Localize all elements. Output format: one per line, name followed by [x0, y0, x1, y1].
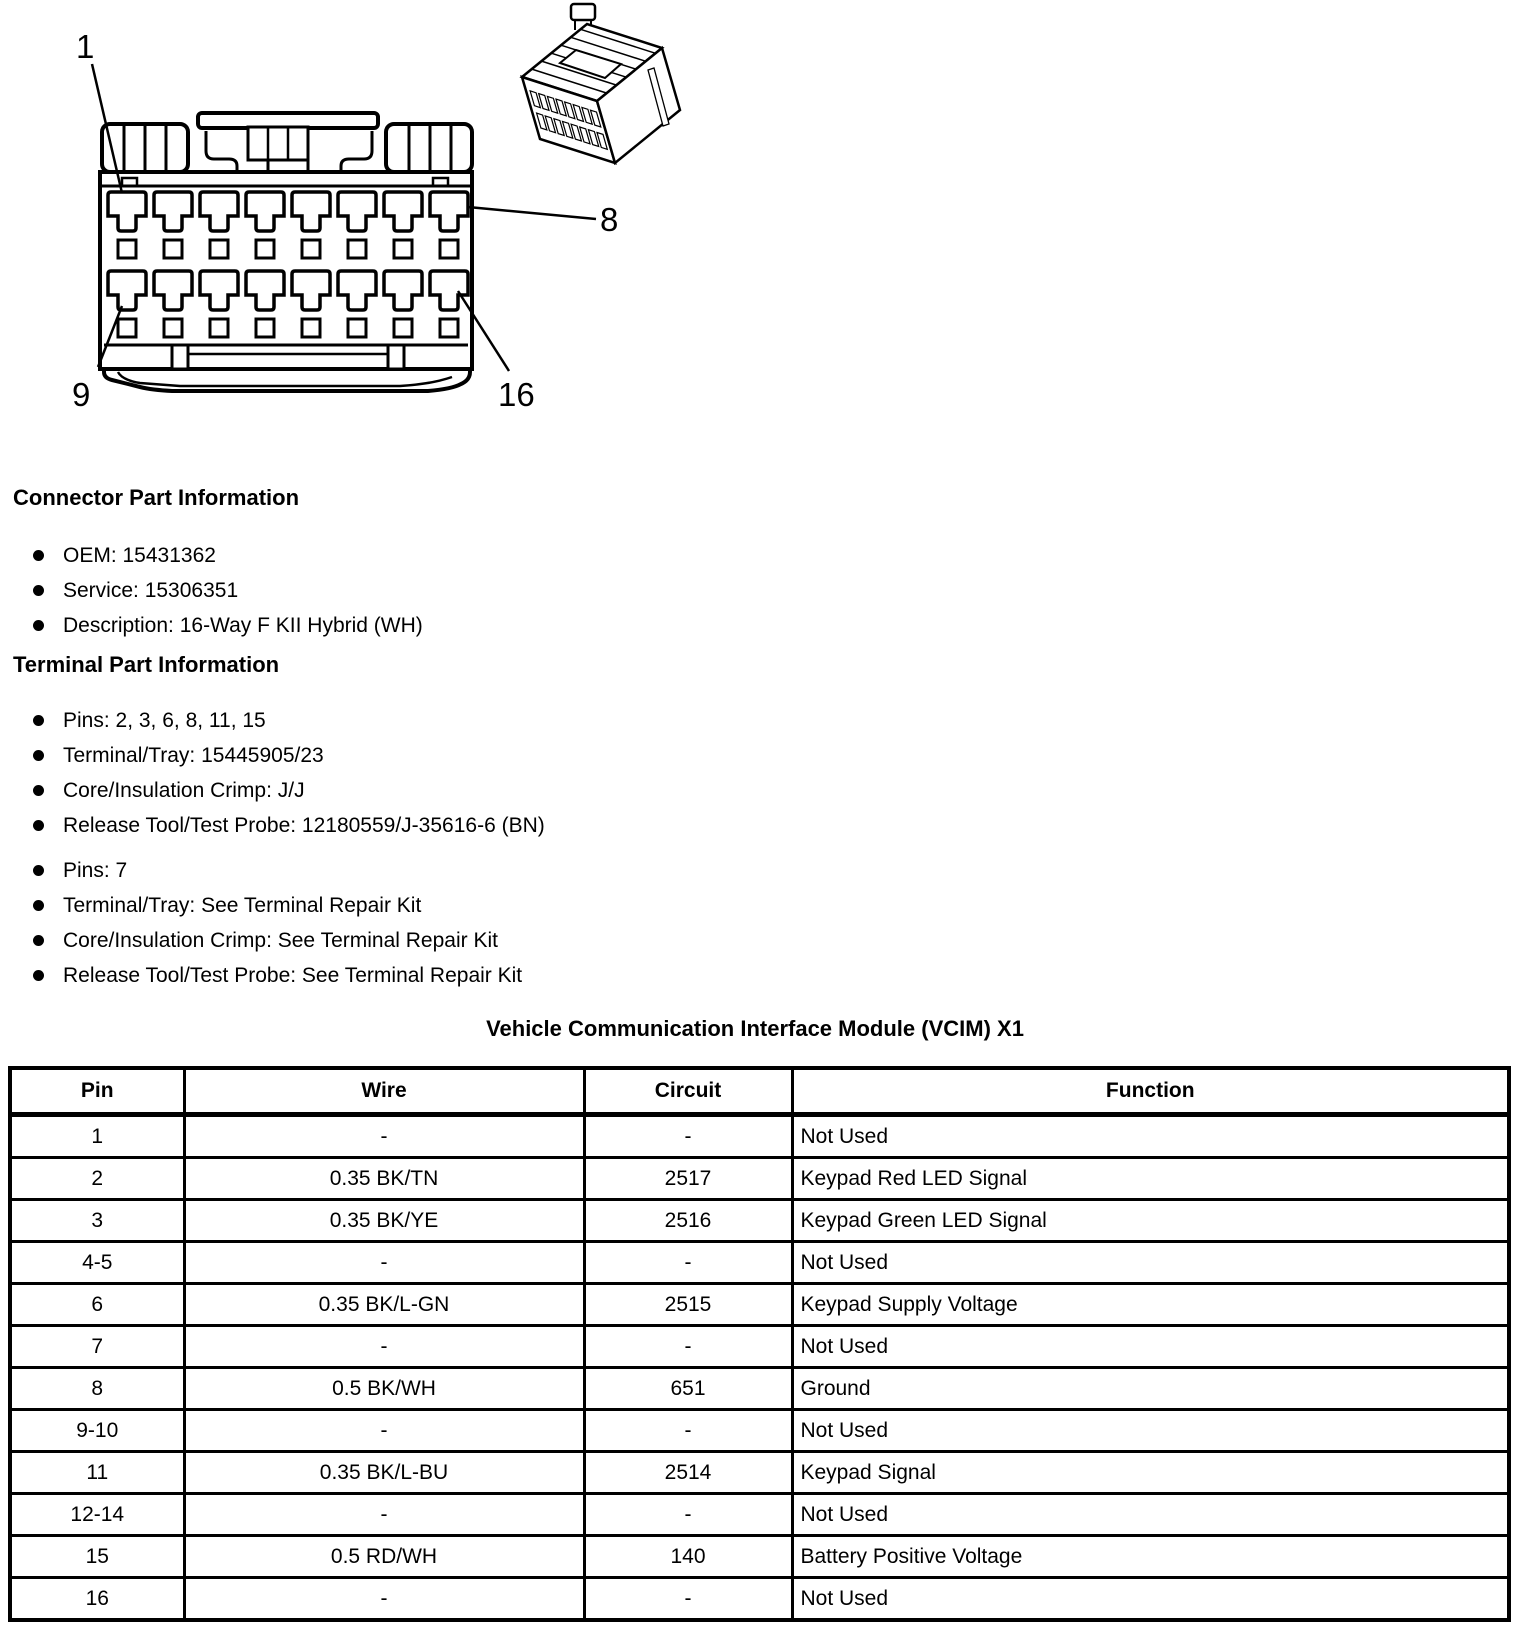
cell-circuit: 140: [584, 1536, 792, 1578]
cell-wire: 0.35 BK/L-BU: [184, 1452, 584, 1494]
list-item-text: Pins: 2, 3, 6, 8, 11, 15: [63, 708, 266, 732]
table-row: [10, 1578, 1509, 1621]
table-row: [10, 1536, 1509, 1578]
cell-wire: -: [184, 1326, 584, 1368]
list-item-text: OEM: 15431362: [63, 543, 216, 567]
pin-label-1: 1: [76, 28, 95, 65]
table-row: [10, 1158, 1509, 1200]
cell-function: Not Used: [792, 1410, 1509, 1452]
bullet-icon: [33, 900, 44, 911]
pin-label-8: 8: [600, 201, 619, 238]
list-item: [33, 538, 423, 573]
cell-wire: -: [184, 1410, 584, 1452]
list-item: [33, 773, 545, 808]
list-item: [33, 608, 423, 643]
table-body: [10, 1115, 1509, 1621]
list-item: [33, 738, 545, 773]
cell-function: Ground: [792, 1368, 1509, 1410]
connector-part-info-heading: Connector Part Information: [13, 485, 300, 510]
pin-label-16: 16: [498, 376, 535, 413]
list-item: [33, 923, 522, 958]
terminal-part-info-list-1: [33, 703, 545, 843]
cell-wire: 0.35 BK/YE: [184, 1200, 584, 1242]
cell-wire: -: [184, 1578, 584, 1621]
cell-circuit: -: [584, 1410, 792, 1452]
list-item-text: Terminal/Tray: 15445905/23: [63, 743, 324, 767]
column-header-wire: Wire: [184, 1068, 584, 1115]
column-header-function: Function: [792, 1068, 1509, 1115]
cell-function: Keypad Green LED Signal: [792, 1200, 1509, 1242]
list-item-text: Pins: 7: [63, 858, 128, 882]
bullet-icon: [33, 785, 44, 796]
cell-circuit: -: [584, 1578, 792, 1621]
connector-diagram: [0, 0, 700, 420]
cell-circuit: -: [584, 1115, 792, 1158]
cell-pin: 8: [10, 1368, 184, 1410]
bullet-icon: [33, 865, 44, 876]
table-row: [10, 1242, 1509, 1284]
cell-circuit: -: [584, 1494, 792, 1536]
bullet-icon: [33, 585, 44, 596]
cell-wire: 0.35 BK/L-GN: [184, 1284, 584, 1326]
cell-pin: 1: [10, 1115, 184, 1158]
table-row: [10, 1494, 1509, 1536]
table-row: [10, 1452, 1509, 1494]
cell-pin: 4-5: [10, 1242, 184, 1284]
cell-function: Not Used: [792, 1326, 1509, 1368]
bullet-icon: [33, 970, 44, 981]
cell-wire: 0.5 RD/WH: [184, 1536, 584, 1578]
list-item: [33, 853, 522, 888]
list-item: [33, 888, 522, 923]
cell-circuit: -: [584, 1242, 792, 1284]
cell-function: Battery Positive Voltage: [792, 1536, 1509, 1578]
cell-pin: 6: [10, 1284, 184, 1326]
cell-function: Not Used: [792, 1578, 1509, 1621]
table-row: [10, 1368, 1509, 1410]
cell-circuit: 2516: [584, 1200, 792, 1242]
connector-3d-view: [522, 4, 680, 163]
cell-pin: 16: [10, 1578, 184, 1621]
cell-pin: 11: [10, 1452, 184, 1494]
bullet-icon: [33, 620, 44, 631]
column-header-circuit: Circuit: [584, 1068, 792, 1115]
pin-label-9: 9: [72, 376, 91, 413]
table-row: [10, 1326, 1509, 1368]
list-item: [33, 958, 522, 993]
cell-pin: 15: [10, 1536, 184, 1578]
bullet-icon: [33, 935, 44, 946]
cell-function: Keypad Signal: [792, 1452, 1509, 1494]
cell-wire: -: [184, 1242, 584, 1284]
cell-circuit: 2515: [584, 1284, 792, 1326]
list-item-text: Service: 15306351: [63, 578, 239, 602]
cell-pin: 9-10: [10, 1410, 184, 1452]
cell-pin: 7: [10, 1326, 184, 1368]
column-header-pin: Pin: [10, 1068, 184, 1115]
list-item-text: Core/Insulation Crimp: See Terminal Repair Kit: [63, 928, 498, 952]
cell-pin: 2: [10, 1158, 184, 1200]
list-item-text: Release Tool/Test Probe: See Terminal Repair Kit: [63, 963, 523, 987]
list-item: [33, 573, 423, 608]
connector-front-view: [100, 113, 472, 391]
cell-circuit: 2514: [584, 1452, 792, 1494]
cell-circuit: 651: [584, 1368, 792, 1410]
bullet-icon: [33, 715, 44, 726]
cell-wire: 0.5 BK/WH: [184, 1368, 584, 1410]
terminal-part-info-heading: Terminal Part Information: [13, 652, 280, 677]
cell-function: Keypad Red LED Signal: [792, 1158, 1509, 1200]
table-header: [10, 1068, 1509, 1115]
table-row: [10, 1410, 1509, 1452]
list-item: [33, 808, 545, 843]
bullet-icon: [33, 820, 44, 831]
cell-function: Not Used: [792, 1494, 1509, 1536]
cell-pin: 3: [10, 1200, 184, 1242]
cell-circuit: 2517: [584, 1158, 792, 1200]
terminal-part-info-list-2: [33, 853, 522, 993]
cell-function: Not Used: [792, 1242, 1509, 1284]
list-item-text: Description: 16-Way F KII Hybrid (WH): [63, 613, 423, 637]
cell-wire: -: [184, 1494, 584, 1536]
cell-wire: 0.35 BK/TN: [184, 1158, 584, 1200]
list-item: [33, 703, 545, 738]
pinout-table: [8, 1066, 1511, 1622]
cell-pin: 12-14: [10, 1494, 184, 1536]
cell-function: Not Used: [792, 1115, 1509, 1158]
list-item-text: Release Tool/Test Probe: 12180559/J-35616-6 (BN): [63, 813, 545, 837]
bullet-icon: [33, 550, 44, 561]
cell-wire: -: [184, 1115, 584, 1158]
connector-part-info-list: [33, 538, 423, 643]
list-item-text: Terminal/Tray: See Terminal Repair Kit: [63, 893, 422, 917]
cell-function: Keypad Supply Voltage: [792, 1284, 1509, 1326]
table-row: [10, 1284, 1509, 1326]
table-row: [10, 1115, 1509, 1158]
bullet-icon: [33, 750, 44, 761]
list-item-text: Core/Insulation Crimp: J/J: [63, 778, 305, 802]
table-title: Vehicle Communication Interface Module (VCIM) X1: [486, 1016, 1024, 1041]
cell-circuit: -: [584, 1326, 792, 1368]
table-row: [10, 1200, 1509, 1242]
